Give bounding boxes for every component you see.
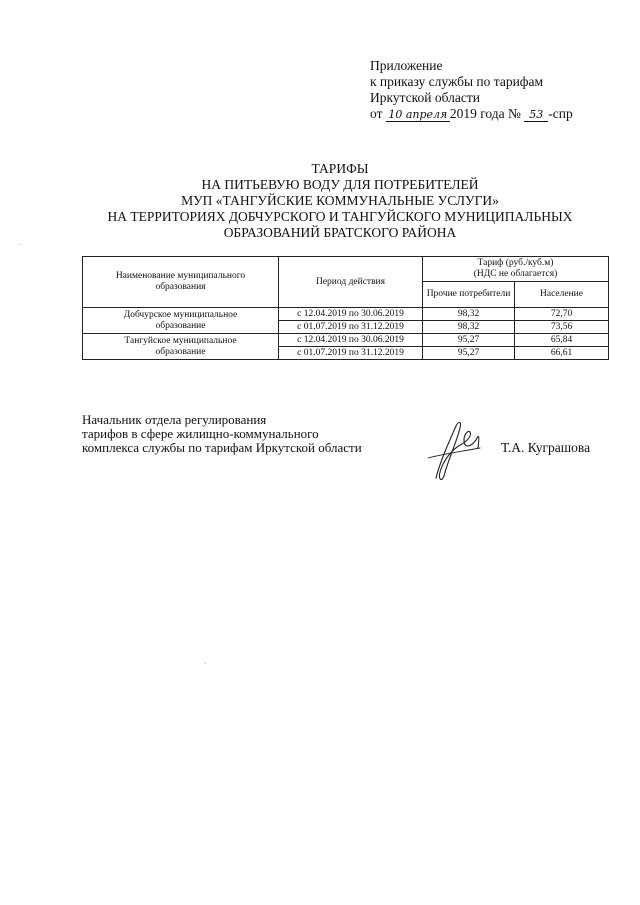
scan-speck: [205, 663, 206, 664]
municipality-cell: [83, 334, 279, 360]
date-suffix: 2019 года №: [449, 106, 521, 121]
municipality-name: образование: [155, 346, 206, 357]
header-municipality: Наименование муниципального образования: [83, 257, 279, 308]
appendix-line: к приказу службы по тарифам: [370, 74, 544, 89]
header-other-consumers: Прочие потребители: [423, 282, 515, 308]
number-suffix: -спр: [548, 106, 573, 121]
appendix-line: Приложение: [370, 58, 443, 73]
title-line: НА ТЕРРИТОРИЯХ ДОБЧУРСКОГО И ТАНГУЙСКОГО МУНИЦИПАЛЬНЫХ: [107, 209, 573, 224]
handwritten-signature: [418, 418, 488, 484]
municipality-cell: [83, 308, 279, 334]
tariff-other-cell: 98,32: [423, 308, 515, 321]
tariff-table: [82, 256, 609, 360]
period-cell: с 01.07.2019 по 31.12.2019: [279, 347, 423, 360]
tariff-other-cell: 98,32: [423, 321, 515, 334]
tariff-population-cell: 72,70: [515, 308, 609, 321]
handwritten-number: 53: [524, 108, 548, 122]
date-prefix: от: [370, 106, 383, 121]
title-line: ТАРИФЫ: [311, 161, 369, 176]
period-cell: с 12.04.2019 по 30.06.2019: [279, 308, 423, 321]
period-cell: с 01.07.2019 по 31.12.2019: [279, 321, 423, 334]
appendix-block: [370, 58, 620, 122]
signature-position-block: [82, 413, 422, 455]
title-line: ОБРАЗОВАНИЙ БРАТСКОГО РАЙОНА: [223, 225, 457, 240]
handwritten-date: 10 апреля: [386, 108, 450, 122]
scan-speck: [20, 244, 21, 245]
appendix-line: Иркутской области: [370, 90, 481, 105]
position-line: тарифов в сфере жилищно-коммунального: [82, 426, 319, 441]
signer-name: Т.А. Куграшова: [501, 440, 591, 455]
tariff-population-cell: 66,61: [515, 347, 609, 360]
header-tariff-line: (НДС не облагается): [473, 269, 558, 279]
header-tariff: [423, 257, 609, 282]
tariff-population-cell: 73,56: [515, 321, 609, 334]
title-line: НА ПИТЬЕВУЮ ВОДУ ДЛЯ ПОТРЕБИТЕЛЕЙ: [201, 177, 479, 192]
table-row: [83, 334, 609, 347]
header-population: Население: [515, 282, 609, 308]
document-title: [60, 161, 620, 241]
tariff-population-cell: 65,84: [515, 334, 609, 347]
position-line: комплекса службы по тарифам Иркутской области: [82, 440, 362, 455]
municipality-name: образование: [155, 320, 206, 331]
header-period: Период действия: [279, 257, 423, 308]
position-line: Начальник отдела регулирования: [82, 412, 267, 427]
municipality-name: Тангуйское муниципальное: [124, 335, 237, 346]
title-line: МУП «ТАНГУЙСКИЕ КОММУНАЛЬНЫЕ УСЛУГИ»: [181, 193, 499, 208]
header-tariff-line: Тариф (руб./куб.м): [477, 258, 554, 268]
appendix-date-line: [370, 106, 620, 122]
period-cell: с 12.04.2019 по 30.06.2019: [279, 334, 423, 347]
table-row: [83, 308, 609, 321]
tariff-other-cell: 95,27: [423, 347, 515, 360]
municipality-name: Добчурское муниципальное: [123, 309, 238, 320]
tariff-other-cell: 95,27: [423, 334, 515, 347]
